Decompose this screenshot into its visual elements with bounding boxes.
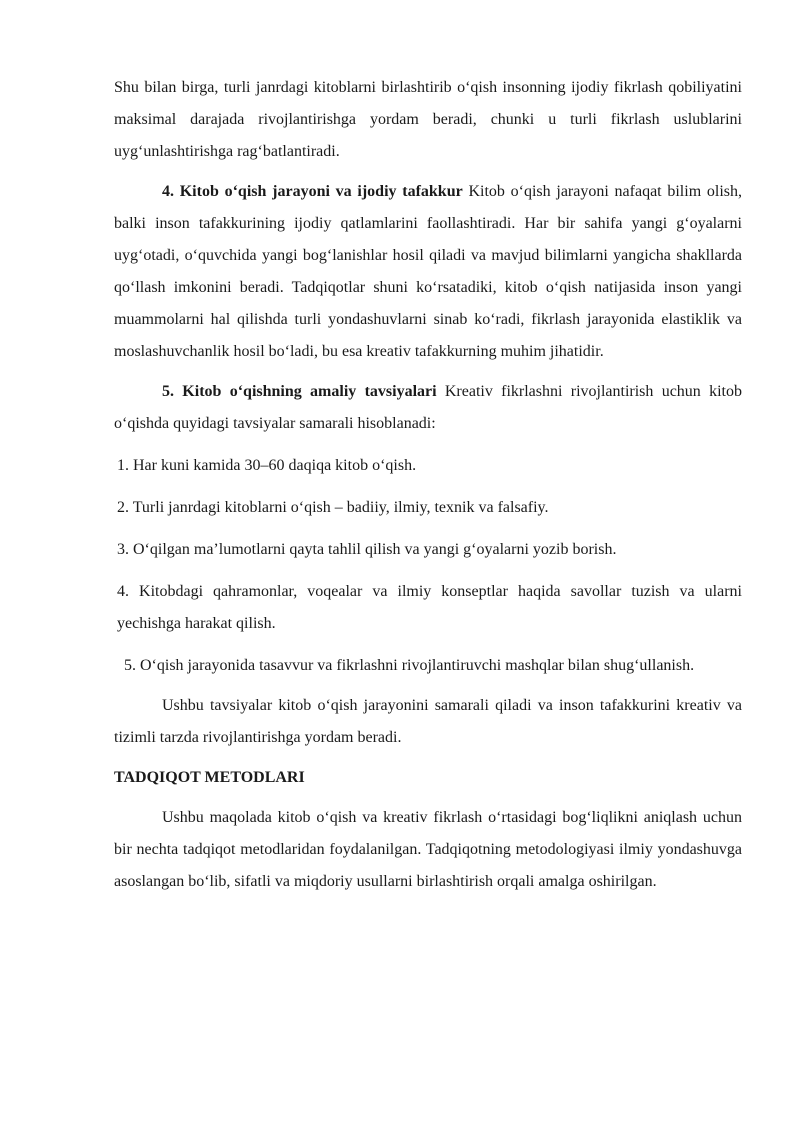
recommendation-item-5: 5. O‘qish jarayonida tasavvur va fikrlashni rivojlantiruvchi mashqlar bilan shug‘ullanish. [124, 657, 695, 674]
recommendation-item-1: 1. Har kuni kamida 30–60 daqiqa kitob o‘qish. [117, 457, 417, 474]
recommendation-item-2: 2. Turli janrdagi kitoblarni o‘qish – badiiy, ilmiy, texnik va falsafiy. [117, 499, 549, 516]
intro-paragraph: Shu bilan birga, turli janrdagi kitoblarni birlashtirib o‘qish insonning ijodiy fikrlash qobiliyatini maksimal darajada rivojlantirishga yordam beradi, chunki u turli fikrlash uslublarini uyg‘unlashtirishga rag‘batlantiradi. [114, 79, 742, 160]
summary-paragraph: Ushbu tavsiyalar kitob o‘qish jarayonini samarali qiladi va inson tafakkurini kreativ va tizimli tarzda rivojlantirishga yordam beradi. [114, 697, 742, 746]
recommendation-item-3: 3. O‘qilgan ma’lumotlarni qayta tahlil qilish va yangi g‘oyalarni yozib borish. [117, 541, 617, 558]
methods-paragraph: Ushbu maqolada kitob o‘qish va kreativ fikrlash o‘rtasidagi bog‘liqlikni aniqlash uchun bir nechta tadqiqot metodlaridan foydalanilgan. Tadqiqotning metodologiyasi ilmiy yondashuvga asoslangan bo‘lib, sifatli va miqdoriy usullarni birlashtirish orqali amalga oshirilgan. [114, 809, 742, 890]
document-page [114, 72, 742, 898]
section-4-paragraph [114, 176, 742, 368]
section-5-title: 5. Kitob o‘qishning amaliy tavsiyalari [162, 383, 437, 400]
section-5-body: Kreativ fikrlashni rivojlantirish uchun kitob o‘qishda quyidagi tavsiyalar samarali hisoblanadi: [114, 383, 742, 432]
section-5-paragraph [114, 376, 742, 440]
methods-heading: TADQIQOT METODLARI [114, 769, 305, 786]
recommendation-item-4: 4. Kitobdagi qahramonlar, voqealar va ilmiy konseptlar haqida savollar tuzish va ularni yechishga harakat qilish. [117, 583, 742, 632]
section-4-body: Kitob o‘qish jarayoni nafaqat bilim olish, balki inson tafakkurining ijodiy qatlamlarini faollashtiradi. Har bir sahifa yangi g‘oyalarni uyg‘otadi, o‘quvchida yangi bog‘lanishlar hosil qiladi va mavjud bilimlarni yangicha shakllarda qo‘llash imkonini beradi. Tadqiqotlar shuni ko‘rsatadiki, kitob o‘qish natijasida inson yangi muammolarni hal qilishda turli yondashuvlarni sinab ko‘radi, fikrlash jarayonida elastiklik va moslashuvchanlik hosil bo‘ladi, bu esa kreativ tafakkurning muhim jihatidir. [114, 183, 742, 360]
section-4-title: 4. Kitob o‘qish jarayoni va ijodiy tafakkur [162, 183, 463, 200]
